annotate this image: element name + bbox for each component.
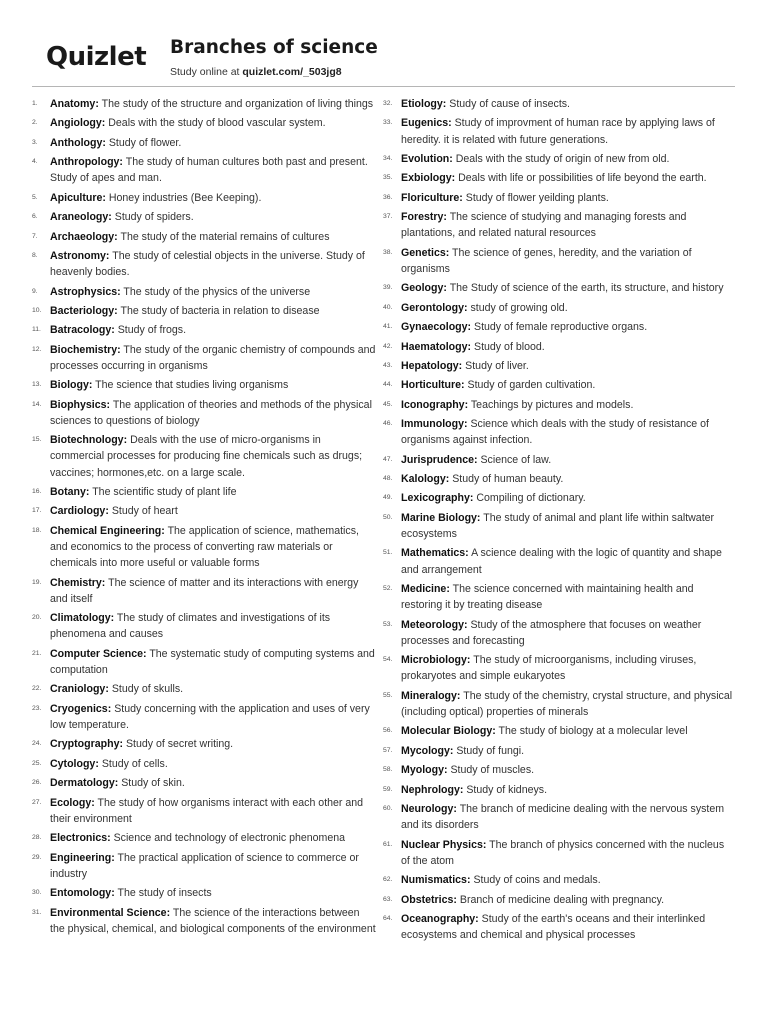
list-item [383, 280, 735, 296]
item-definition: Study of garden cultivation. [467, 379, 596, 392]
item-term: Hepatology: [401, 359, 463, 372]
item-term: Anatomy: [50, 98, 99, 110]
item-number: 60. [383, 804, 393, 812]
list-item [383, 339, 735, 355]
item-term: Forestry: [401, 211, 447, 224]
list-item [32, 681, 377, 697]
item-number: 63. [383, 895, 393, 903]
item-term: Astrophysics: [50, 285, 121, 298]
item-term: Geology: [401, 282, 447, 295]
list-item [383, 490, 735, 506]
item-number: 14. [32, 400, 42, 408]
item-term: Evolution: [401, 152, 453, 165]
item-term: Environmental Science: [50, 906, 171, 919]
list-item [32, 115, 377, 131]
list-item [32, 701, 377, 733]
item-definition: The science of the interactions between the physical, chemical, and biological components of the environment [50, 906, 376, 935]
list-item [383, 782, 735, 798]
item-number: 26. [32, 779, 42, 787]
item-number: 39. [383, 284, 393, 292]
list-item [383, 151, 735, 167]
item-number: 62. [383, 876, 393, 884]
item-term: Computer Science: [50, 647, 147, 660]
item-term: Apiculture: [50, 191, 106, 204]
item-definition: Study of cells. [101, 757, 168, 770]
list-item [32, 830, 377, 846]
item-definition: The study of the organic chemistry of compounds and processes occurring in organisms [50, 343, 376, 372]
list-item [383, 762, 735, 778]
item-term: Mycology: [401, 744, 454, 757]
item-term: Batracology: [50, 324, 115, 337]
list-item [383, 892, 735, 908]
item-number: 51. [383, 549, 393, 557]
item-definition: Study of improvment of human race by applying laws of heredity. it is related with future generations. [401, 117, 715, 146]
item-number: 8. [32, 251, 38, 259]
item-definition: The science of genes, heredity, and the variation of organisms [401, 246, 692, 275]
item-term: Eugenics: [401, 117, 452, 130]
item-term: Anthology: [50, 136, 106, 149]
item-term: Medicine: [401, 583, 450, 596]
item-definition: Study of flower. [108, 136, 182, 149]
list-item [383, 743, 735, 759]
item-number: 52. [383, 585, 393, 593]
item-number: 61. [383, 840, 393, 848]
item-definition: Deals with life or possibilities of life beyond the earth. [458, 172, 707, 185]
item-term: Dermatology: [50, 777, 119, 790]
item-definition: Study of skin. [121, 777, 185, 790]
item-term: Mathematics: [401, 547, 469, 560]
item-definition: Study of liver. [465, 359, 529, 372]
item-term: Horticulture: [401, 379, 465, 392]
list-item [383, 397, 735, 413]
study-online-line [170, 66, 342, 78]
item-number: 1. [32, 100, 38, 107]
item-number: 11. [32, 326, 41, 334]
item-definition: Study of coins and medals. [473, 874, 601, 887]
item-definition: Study concerning with the application and uses of very low temperature. [50, 702, 370, 732]
item-number: 42. [383, 342, 393, 350]
item-number: 56. [383, 727, 393, 735]
list-item [383, 209, 735, 241]
item-definition: study of growing old. [470, 301, 568, 314]
list-item [32, 610, 377, 642]
item-definition: Teachings by pictures and models. [470, 398, 634, 411]
item-term: Araneology: [50, 211, 112, 224]
item-number: 30. [32, 889, 42, 897]
item-number: 46. [383, 420, 393, 428]
item-definition: Study of female reproductive organs. [474, 321, 648, 334]
item-definition: Study of cause of insects. [449, 98, 570, 110]
item-number: 12. [32, 345, 42, 353]
item-term: Climatology: [50, 612, 115, 625]
study-online-link[interactable]: quizlet.com/_503jg8 [242, 66, 342, 78]
list-item [32, 248, 377, 280]
list-item [383, 190, 735, 206]
item-definition: Deals with the study of origin of new from old. [455, 152, 670, 165]
item-number: 38. [383, 248, 393, 256]
item-term: Oceanography: [401, 912, 479, 925]
list-item [32, 154, 377, 186]
item-term: Engineering: [50, 851, 115, 864]
item-number: 7. [32, 232, 38, 240]
item-definition: A science dealing with the logic of quantity and shape and arrangement [401, 547, 722, 576]
item-number: 2. [32, 119, 38, 127]
item-definition: The science concerned with maintaining health and restoring it by treating disease [401, 583, 694, 612]
item-definition: Study of the earth's oceans and their interlinked ecosystems and chemical and physical processes [401, 912, 706, 942]
item-definition: Compiling of dictionary. [476, 492, 586, 505]
item-term: Mineralogy: [401, 689, 461, 702]
item-number: 9. [32, 287, 38, 295]
list-item [383, 452, 735, 468]
list-item [32, 523, 377, 572]
item-term: Biophysics: [50, 398, 111, 411]
page-title: Branches of science [170, 37, 378, 58]
item-number: 27. [32, 798, 42, 806]
list-item [383, 115, 735, 147]
item-term: Meteorology: [401, 618, 468, 631]
item-number: 3. [32, 138, 38, 146]
item-term: Chemistry: [50, 576, 106, 589]
item-term: Marine Biology: [401, 511, 481, 524]
item-definition: Honey industries (Bee Keeping). [108, 191, 262, 204]
item-definition: Study of human beauty. [452, 473, 564, 486]
item-term: Bacteriology: [50, 304, 118, 317]
list-item [383, 96, 735, 112]
list-item [32, 736, 377, 752]
header-divider [32, 86, 735, 87]
list-item [383, 837, 735, 869]
item-term: Exbiology: [401, 172, 456, 185]
list-item [32, 850, 377, 882]
item-definition: The study of celestial objects in the universe. Study of heavenly bodies. [50, 249, 365, 279]
item-number: 22. [32, 685, 42, 693]
item-term: Neurology: [401, 802, 457, 815]
item-number: 10. [32, 306, 42, 314]
item-term: Genetics: [401, 246, 450, 259]
item-number: 32. [383, 100, 393, 107]
left-column [32, 96, 377, 940]
item-term: Nuclear Physics: [401, 838, 487, 851]
list-item [32, 905, 377, 937]
item-term: Cardiology: [50, 505, 109, 518]
item-number: 20. [32, 614, 42, 622]
item-number: 21. [32, 649, 42, 657]
list-item [32, 503, 377, 519]
list-item [32, 775, 377, 791]
item-term: Gerontology: [401, 301, 468, 314]
item-definition: The study of microorganisms, including viruses, prokaryotes and simple eukaryotes [401, 654, 697, 683]
item-term: Ecology: [50, 796, 95, 809]
item-definition: Science which deals with the study of resistance of organisms against infection. [401, 418, 709, 447]
item-number: 6. [32, 213, 38, 221]
item-number: 37. [383, 213, 393, 221]
item-term: Microbiology: [401, 654, 471, 667]
item-number: 54. [383, 656, 393, 664]
item-definition: Deals with the study of blood vascular system. [108, 117, 326, 130]
item-number: 57. [383, 746, 393, 754]
item-number: 25. [32, 759, 42, 767]
item-term: Entomology: [50, 887, 115, 900]
item-number: 23. [32, 704, 42, 712]
list-item [383, 300, 735, 316]
list-item [32, 135, 377, 151]
item-definition: The study of the physics of the universe [123, 285, 311, 298]
item-number: 50. [383, 513, 393, 521]
list-item [32, 397, 377, 429]
list-item [383, 170, 735, 186]
item-term: Craniology: [50, 683, 109, 696]
item-definition: The science of studying and managing forests and plantations, and related natural resources [401, 211, 687, 240]
quizlet-logo[interactable]: Quizlet [46, 42, 147, 72]
item-term: Myology: [401, 764, 448, 777]
item-term: Astronomy: [50, 249, 110, 262]
document-header [0, 0, 768, 86]
item-number: 28. [32, 834, 42, 842]
item-term: Etiology: [401, 98, 447, 110]
list-item [32, 795, 377, 827]
list-item [383, 358, 735, 374]
item-number: 34. [383, 154, 393, 162]
item-number: 55. [383, 691, 393, 699]
item-definition: Study of fungi. [456, 744, 525, 757]
item-definition: The study of the material remains of cultures [120, 230, 330, 243]
item-number: 48. [383, 475, 393, 483]
item-term: Electronics: [50, 832, 111, 845]
list-item [383, 872, 735, 888]
study-online-prefix: Study online at [170, 66, 240, 78]
list-item [383, 416, 735, 448]
item-term: Biochemistry: [50, 343, 121, 356]
list-item [383, 471, 735, 487]
item-term: Angiology: [50, 117, 106, 130]
list-item [32, 575, 377, 607]
item-definition: The study of how organisms interact with each other and their environment [50, 796, 364, 825]
item-number: 16. [32, 488, 42, 496]
list-item [32, 484, 377, 500]
list-item [383, 617, 735, 649]
item-definition: The study of the chemistry, crystal structure, and physical (including optical) properties of minerals [401, 689, 733, 719]
item-definition: Science and technology of electronic phenomena [113, 832, 346, 845]
list-item [32, 229, 377, 245]
item-definition: The study of insects [117, 887, 212, 900]
item-term: Nephrology: [401, 783, 464, 796]
item-definition: Deals with the use of micro-organisms in commercial processes for producing fine chemicals such as drugs; vaccines; hormones,etc. on a large scale. [50, 434, 363, 479]
item-number: 47. [383, 455, 393, 463]
list-item [383, 723, 735, 739]
list-item [32, 284, 377, 300]
item-definition: The branch of physics concerned with the nucleus of the atom [401, 838, 725, 867]
item-term: Iconography: [401, 398, 469, 411]
item-definition: The application of science, mathematics, and economics to the process of converting raw materials or chemicals into more useful or valuable forms [50, 524, 359, 570]
list-item [32, 885, 377, 901]
item-number: 58. [383, 766, 393, 774]
list-item [32, 342, 377, 374]
item-term: Biotechnology: [50, 434, 128, 447]
item-number: 33. [383, 119, 393, 127]
item-number: 44. [383, 381, 393, 389]
item-term: Cryptography: [50, 738, 123, 751]
list-item [32, 303, 377, 319]
item-number: 4. [32, 158, 38, 166]
list-item [32, 96, 377, 112]
item-number: 49. [383, 494, 393, 502]
item-definition: The scientific study of plant life [92, 486, 237, 499]
item-term: Immunology: [401, 418, 468, 431]
item-definition: The practical application of science to commerce or industry [50, 851, 359, 880]
item-number: 31. [32, 908, 42, 916]
item-term: Molecular Biology: [401, 725, 496, 738]
item-definition: Study of flower yeilding plants. [465, 191, 609, 204]
item-number: 43. [383, 361, 393, 369]
item-definition: The Study of science of the earth, its structure, and history [449, 282, 724, 295]
item-number: 29. [32, 853, 42, 861]
item-definition: The branch of medicine dealing with the nervous system and its disorders [401, 802, 725, 832]
item-number: 24. [32, 740, 42, 748]
list-item [383, 652, 735, 684]
item-term: Chemical Engineering: [50, 524, 165, 537]
list-item [32, 209, 377, 225]
list-item [383, 510, 735, 542]
item-definition: Study of heart [111, 505, 178, 518]
item-definition: The study of human cultures both past and present. Study of apes and man. [50, 156, 368, 185]
item-term: Floriculture: [401, 191, 463, 204]
item-definition: The science that studies living organisms [95, 379, 289, 392]
item-term: Haematology: [401, 340, 472, 353]
item-term: Anthropology: [50, 156, 123, 169]
item-number: 5. [32, 193, 38, 201]
item-number: 15. [32, 436, 42, 444]
item-term: Cytology: [50, 757, 99, 770]
item-definition: Study of muscles. [450, 764, 535, 777]
item-definition: The study of biology at a molecular level [498, 725, 688, 738]
list-item [383, 245, 735, 277]
item-definition: The science of matter and its interactions with energy and itself [50, 576, 359, 605]
item-number: 45. [383, 400, 393, 408]
item-definition: The study of animal and plant life within saltwater ecosystems [401, 511, 715, 541]
right-column [383, 96, 735, 947]
item-definition: Study of spiders. [114, 211, 194, 224]
item-number: 53. [383, 620, 393, 628]
item-number: 36. [383, 193, 393, 201]
list-item [383, 545, 735, 577]
item-term: Lexicography: [401, 492, 474, 505]
list-item [32, 190, 377, 206]
item-definition: The study of the structure and organization of living things [101, 98, 374, 110]
item-definition: Study of skulls. [111, 683, 184, 696]
item-definition: Study of secret writing. [125, 738, 234, 751]
item-number: 19. [32, 578, 42, 586]
item-number: 17. [32, 507, 42, 515]
list-item [32, 377, 377, 393]
list-item [32, 432, 377, 481]
list-item [383, 581, 735, 613]
item-definition: Branch of medicine dealing with pregnancy. [459, 893, 665, 906]
list-item [383, 911, 735, 943]
item-definition: Study of blood. [474, 340, 545, 353]
item-number: 59. [383, 785, 393, 793]
list-item [383, 319, 735, 335]
item-definition: Study of kidneys. [466, 783, 548, 796]
item-term: Archaeology: [50, 230, 118, 243]
item-definition: The study of climates and investigations of its phenomena and causes [50, 612, 331, 641]
item-number: 35. [383, 174, 393, 182]
list-item [383, 377, 735, 393]
item-number: 18. [32, 526, 42, 534]
item-term: Cryogenics: [50, 702, 112, 715]
item-term: Biology: [50, 379, 93, 392]
item-number: 64. [383, 914, 393, 922]
item-term: Jurisprudence: [401, 453, 478, 466]
list-item [32, 646, 377, 678]
item-definition: Study of the atmosphere that focuses on weather processes and forecasting [401, 618, 702, 647]
item-number: 40. [383, 303, 393, 311]
item-term: Numismatics: [401, 874, 471, 887]
item-term: Kalology: [401, 473, 450, 486]
item-definition: Science of law. [480, 453, 552, 466]
item-definition: The systematic study of computing systems and computation [50, 647, 375, 677]
item-number: 41. [383, 323, 393, 331]
item-definition: The study of bacteria in relation to disease [120, 304, 320, 317]
item-term: Gynaecology: [401, 321, 472, 334]
item-definition: Study of frogs. [117, 324, 187, 337]
item-term: Botany: [50, 486, 90, 499]
list-item [383, 801, 735, 833]
item-number: 13. [32, 381, 42, 389]
list-item [32, 322, 377, 338]
list-item [383, 688, 735, 720]
list-item [32, 756, 377, 772]
item-definition: The application of theories and methods of the physical sciences to questions of biology [50, 398, 372, 427]
item-term: Obstetrics: [401, 893, 457, 906]
